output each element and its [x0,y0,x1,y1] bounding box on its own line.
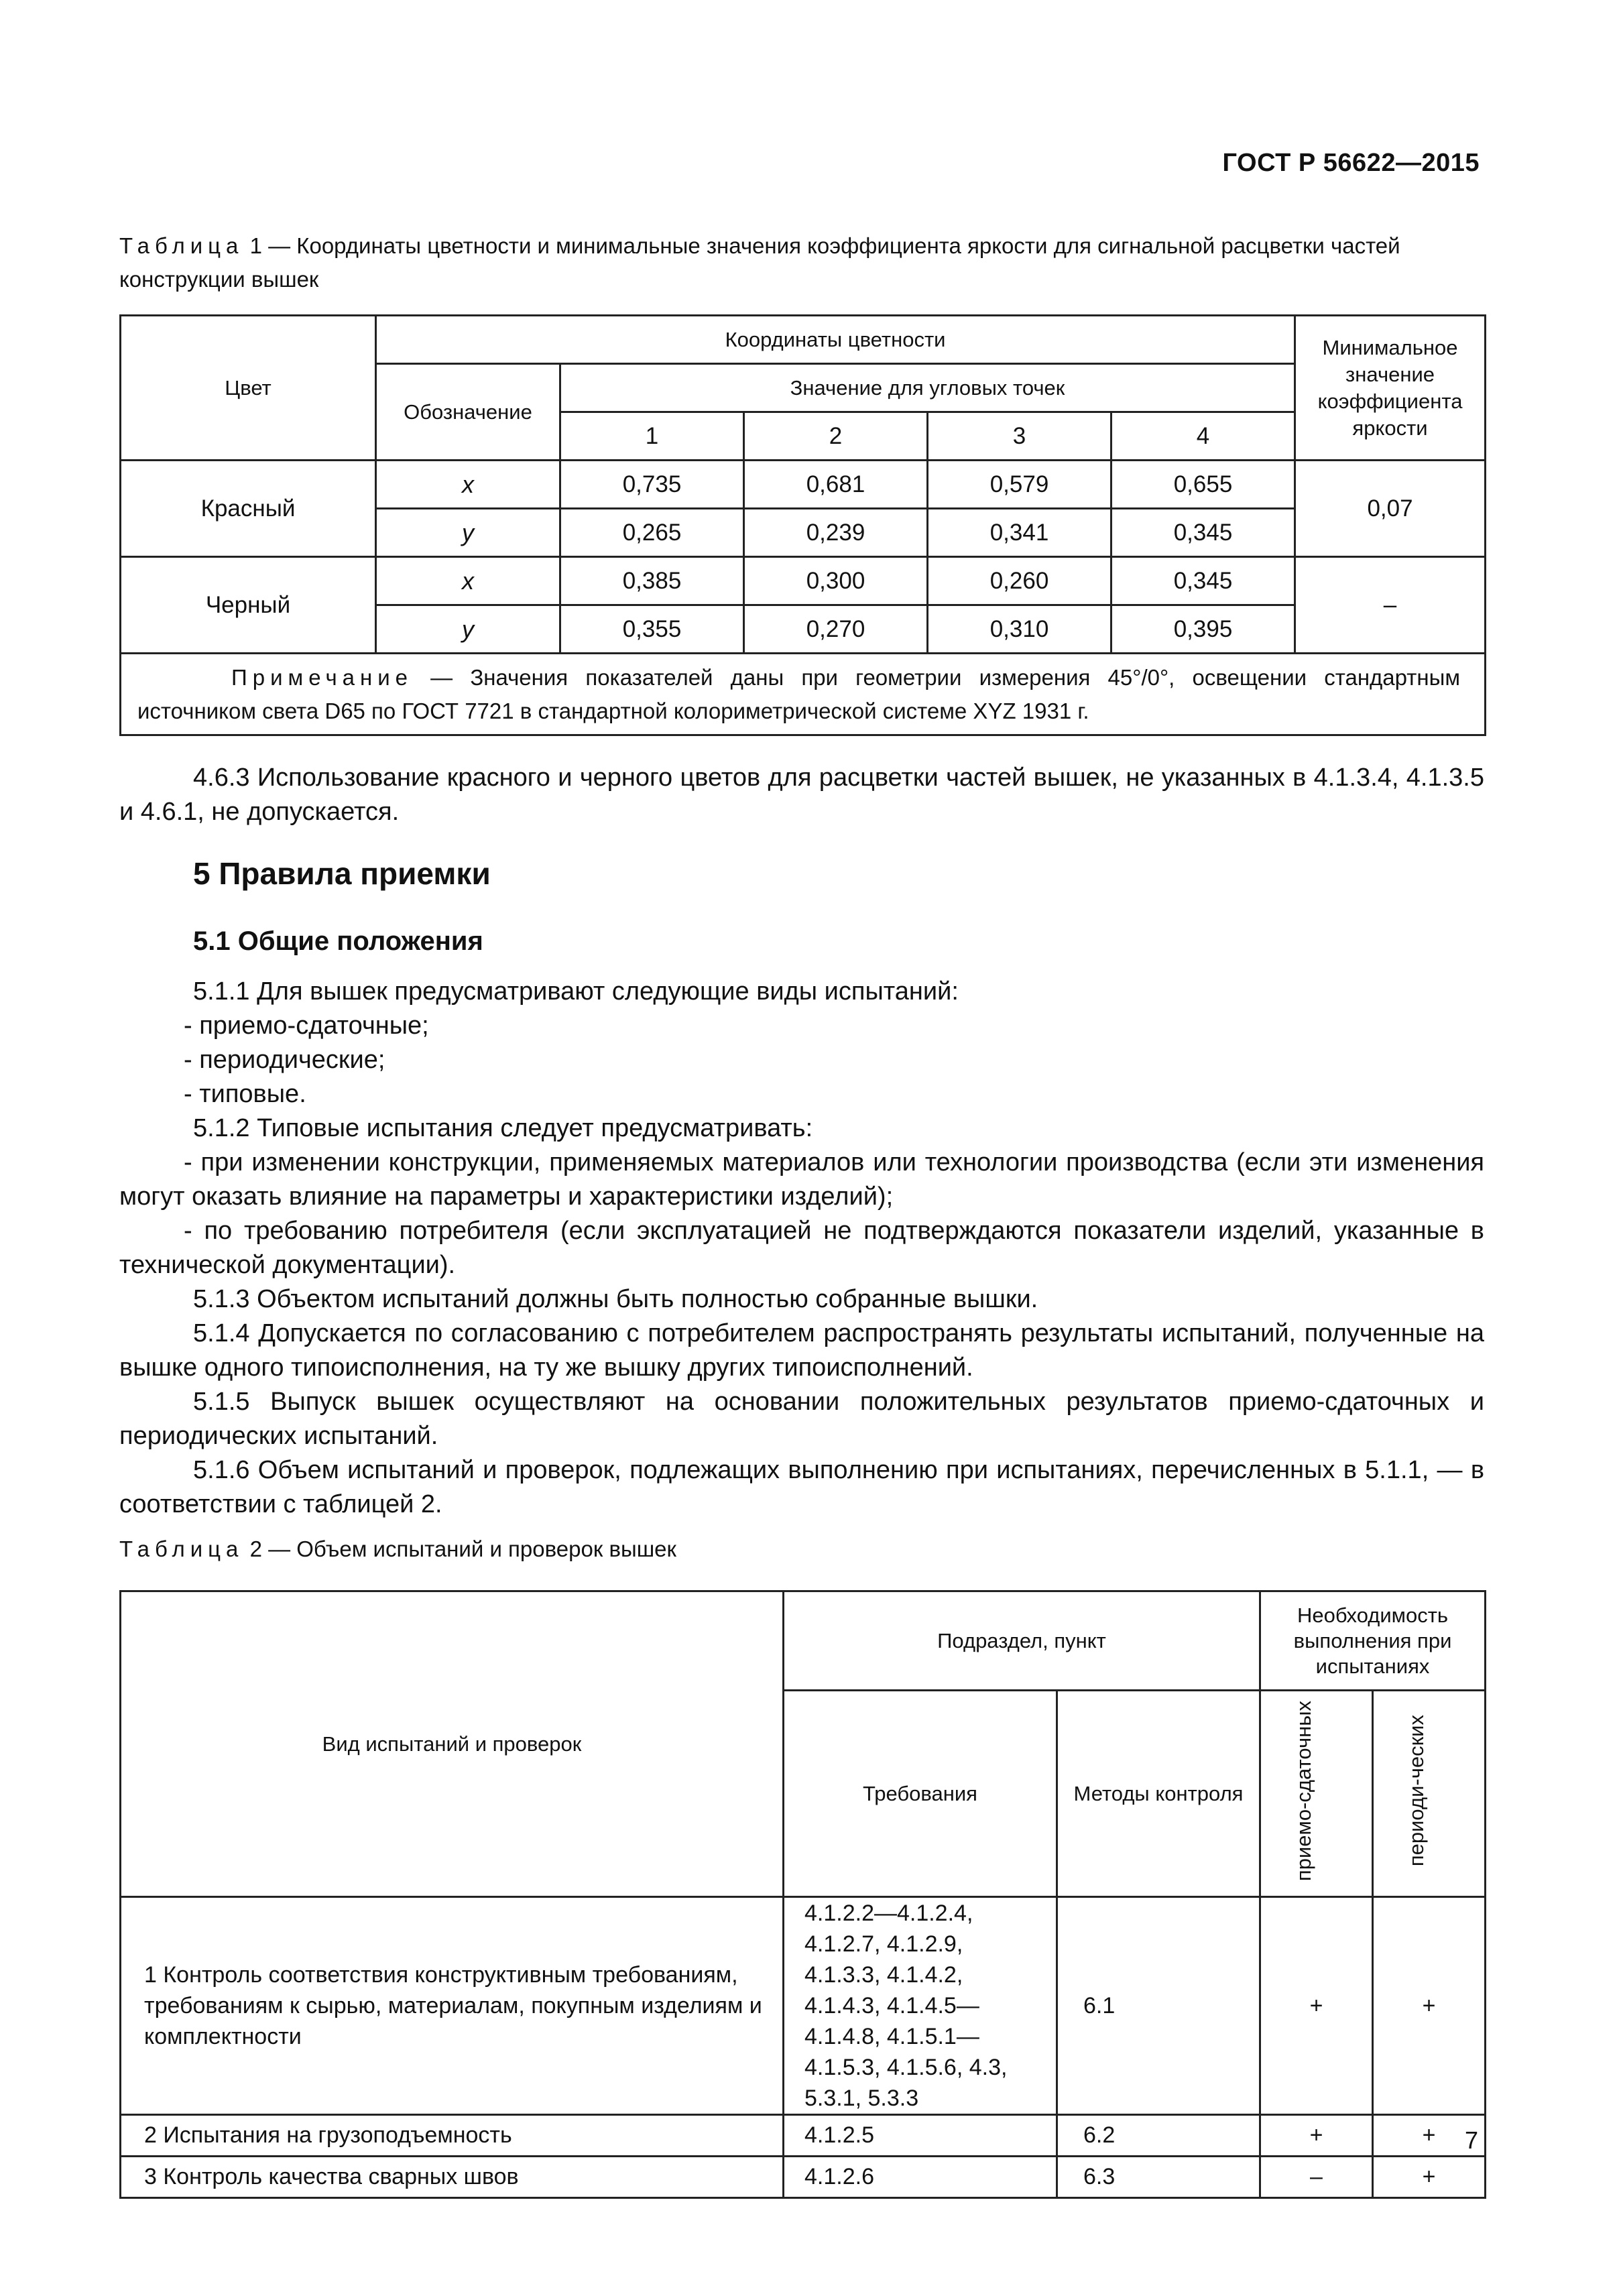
axis-label: x [376,557,560,605]
section-heading: 5 Правила приемки [193,856,491,891]
paragraph-4-6-3 [119,761,1484,829]
table-1 [119,314,1486,736]
axis-label: y [376,605,560,654]
para-5-1-2: 5.1.2 Типовые испытания следует предусматривать: [193,1114,813,1142]
header-kind: Вид испытаний и проверок [121,1591,784,1897]
para-5-1-6: 5.1.6 Объем испытаний и проверок, подлежащих выполнению при испытаниях, перечисленных в 5.1.1, — в соответствии с таблицей 2. [119,1456,1484,1518]
table-row [121,557,1486,605]
min-value: 0,07 [1295,461,1486,557]
table-row [121,2157,1486,2198]
req-cell: 4.1.2.5 [784,2115,1057,2157]
header-corner-values: Значение для угловых точек [560,364,1295,412]
min-value: – [1295,557,1486,654]
header-min-brightness: Минимальное значение коэффициента яркости [1295,316,1486,461]
header-need: Необходимость выполнения при испытаниях [1260,1591,1486,1691]
header-color: Цвет [121,316,376,461]
acceptance-cell: – [1260,2157,1373,2198]
req-cell: 4.1.2.6 [784,2157,1057,2198]
value-cell: 0,395 [1111,605,1295,654]
periodic-cell: + [1373,2157,1486,2198]
header-periodic: периоди-ческих [1404,1715,1428,1867]
table-2 [119,1590,1486,2199]
table1-caption-text: 1 — Координаты цветности и минимальные значения коэффициента яркости для сигнальной расцветки частей конструкции вышек [119,233,1400,292]
list-item: - при изменении конструкции, применяемых материалов или технологии производства (если эти изменения могут оказать влияние на параметры и характеристики изделий); [119,1148,1484,1211]
value-cell: 0,341 [928,509,1111,557]
list-item: - по требованию потребителя (если эксплуатацией не подтверждаются показатели изделий, указанные в технической документации). [119,1217,1484,1279]
para-text: 4.6.3 Использование красного и черного цветов для расцветки частей вышек, не указанных в 4.1.3.4, 4.1.3.5 и 4.6.1, не допускается. [119,764,1484,826]
acceptance-cell: + [1260,1897,1373,2115]
axis-label: y [376,509,560,557]
header-coords: Координаты цветности [376,316,1295,364]
table2-caption-text: 2 — Объем испытаний и проверок вышек [249,1536,676,1561]
value-cell: 0,579 [928,461,1111,509]
subsection-heading: 5.1 Общие положения [193,926,483,956]
list-item: - приемо-сдаточные; [184,1012,429,1040]
document-code: ГОСТ Р 56622—2015 [1222,149,1480,177]
para-5-1-3: 5.1.3 Объектом испытаний должны быть полностью собранные вышки. [193,1285,1038,1313]
value-cell: 0,300 [744,557,928,605]
value-cell: 0,310 [928,605,1111,654]
value-cell: 0,355 [560,605,744,654]
point-3: 3 [928,412,1111,461]
periodic-cell: + [1373,2115,1486,2157]
color-name: Красный [121,461,376,557]
header-acceptance: приемо-сдаточных [1291,1701,1315,1882]
kind-cell: 1 Контроль соответствия конструктивным требованиям, требованиям к сырью, материалам, покупным изделиям и комплектности [121,1897,784,2115]
table1-caption-label: Таблица [119,233,244,258]
value-cell: 0,385 [560,557,744,605]
color-name: Черный [121,557,376,654]
value-cell: 0,345 [1111,509,1295,557]
para-5-1-5: 5.1.5 Выпуск вышек осуществляют на основании положительных результатов приемо-сдаточных и периодических испытаний. [119,1388,1484,1450]
header-methods: Методы контроля [1057,1691,1260,1897]
list-item: - типовые. [184,1080,306,1108]
value-cell: 0,655 [1111,461,1295,509]
note-text: — Значения показателей даны при геометрии измерения 45°/0°, освещении стандартным источником света D65 по ГОСТ 7721 в стандартной колориметрической системе XYZ 1931 г. [137,664,1461,723]
req-cell: 4.1.2.2—4.1.2.4, 4.1.2.7, 4.1.2.9, 4.1.3.3, 4.1.4.2, 4.1.4.3, 4.1.4.5—4.1.4.8, 4.1.5.1—4.1.5.3, 4.1.5.6, 4.3, 5.3.1, 5.3.3 [784,1897,1057,2115]
table-row [121,461,1486,509]
table2-caption-label: Таблица [119,1536,244,1561]
method-cell: 6.2 [1057,2115,1260,2157]
table1-caption [119,229,1484,296]
value-cell: 0,681 [744,461,928,509]
value-cell: 0,239 [744,509,928,557]
table-row [121,1897,1486,2115]
list-item: - периодические; [184,1046,385,1074]
section-5-1-body [119,975,1484,1522]
axis-label: x [376,461,560,509]
value-cell: 0,260 [928,557,1111,605]
acceptance-cell: + [1260,2115,1373,2157]
page-number: 7 [1464,2126,1478,2154]
kind-cell: 3 Контроль качества сварных швов [121,2157,784,2198]
kind-cell: 2 Испытания на грузоподъемность [121,2115,784,2157]
point-4: 4 [1111,412,1295,461]
header-designation: Обозначение [376,364,560,461]
method-cell: 6.3 [1057,2157,1260,2198]
table-row [121,2115,1486,2157]
para-5-1-1: 5.1.1 Для вышек предусматривают следующие виды испытаний: [193,977,959,1006]
header-subsection: Подраздел, пункт [784,1591,1260,1691]
header-requirements: Требования [784,1691,1057,1897]
value-cell: 0,265 [560,509,744,557]
periodic-cell: + [1373,1897,1486,2115]
table2-caption [119,1532,1484,1566]
point-2: 2 [744,412,928,461]
para-5-1-4: 5.1.4 Допускается по согласованию с потребителем распространять результаты испытаний, полученные на вышке одного типоисполнения, на ту же вышку других типоисполнений. [119,1319,1484,1382]
value-cell: 0,345 [1111,557,1295,605]
value-cell: 0,735 [560,461,744,509]
table1-note [121,654,1486,735]
note-label: Примечание [231,664,414,690]
value-cell: 0,270 [744,605,928,654]
point-1: 1 [560,412,744,461]
method-cell: 6.1 [1057,1897,1260,2115]
